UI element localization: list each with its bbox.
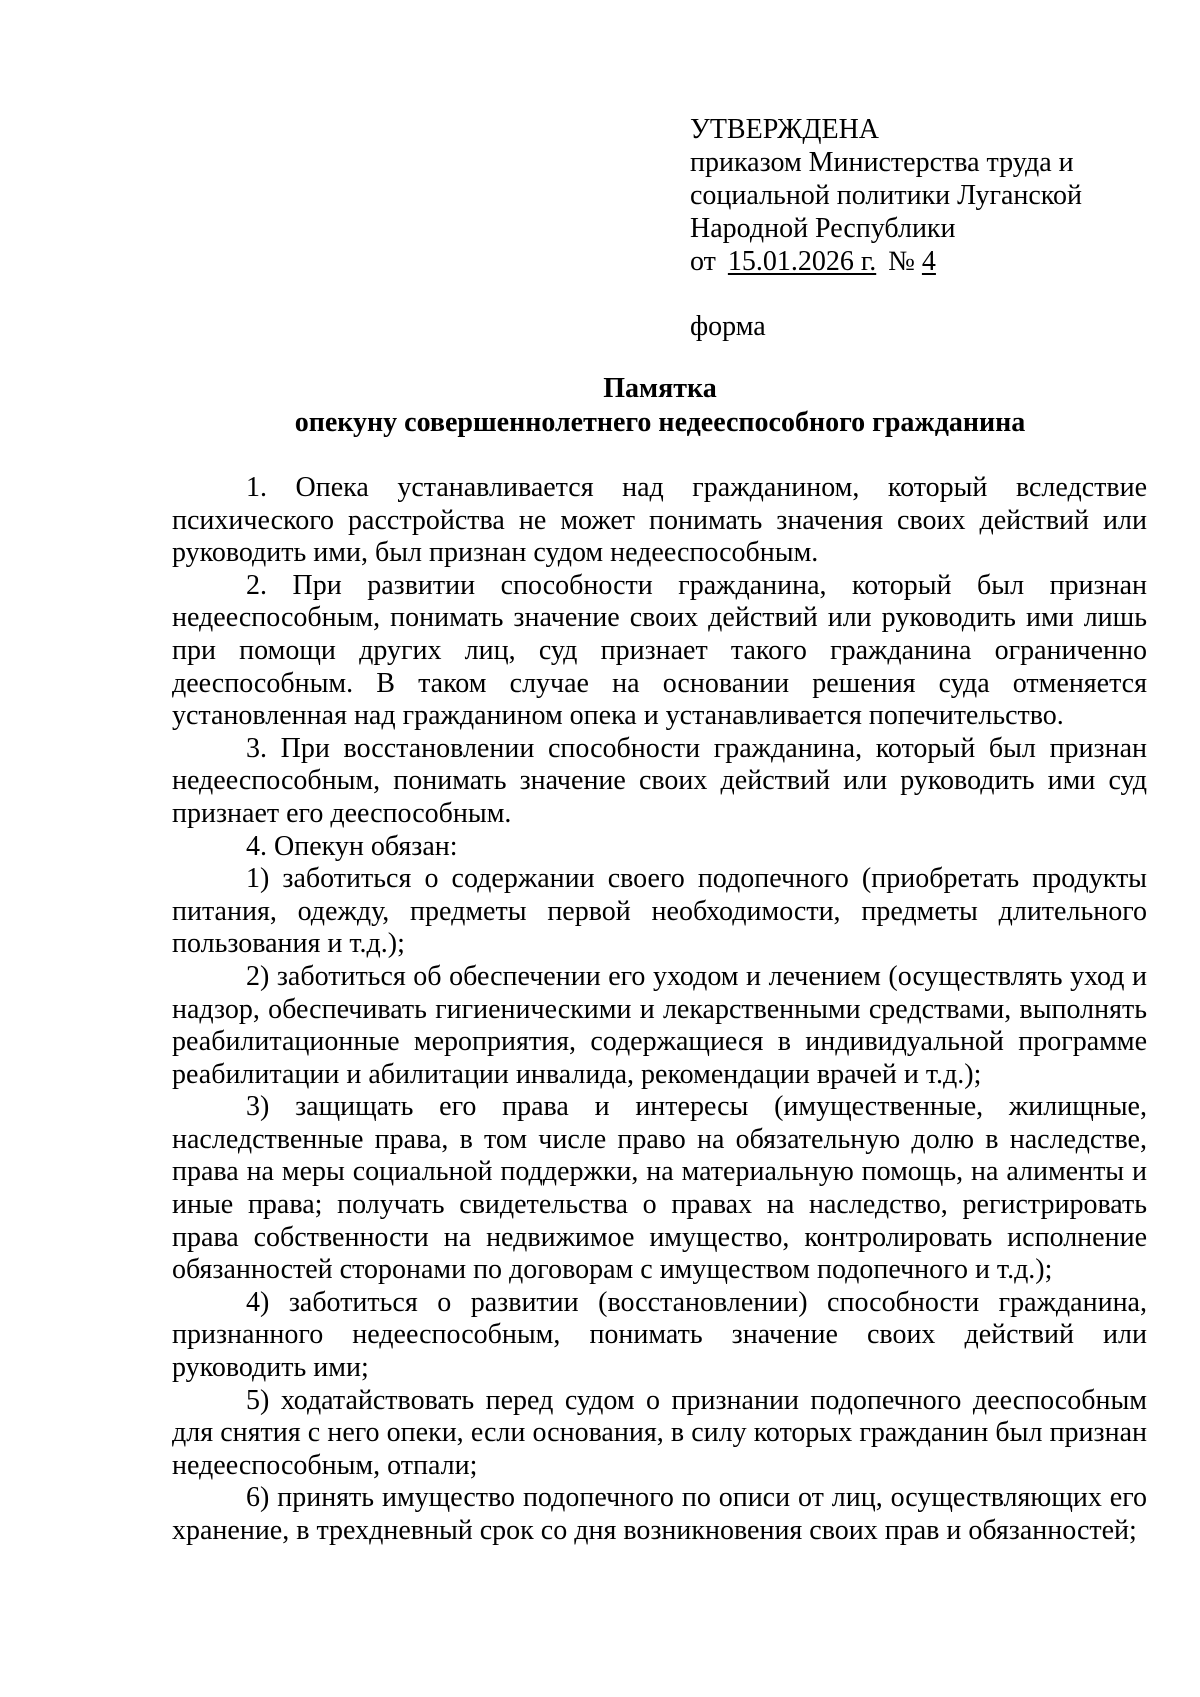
form-label: форма [690,311,766,342]
list-item: 3) защищать его права и интересы (имущественные, жилищные, наследственные права, в том числе право на обязательную долю в наследстве, права на меры социальной поддержки, на материальную помощь, на алименты и иные права; получать свидетельства о правах на наследство, регистрировать права собственности на недвижимое имущество, контролировать исполнение обязанностей сторонами по договорам с имуществом подопечного и т.д.); [172,1091,1147,1286]
approval-date-line [690,245,1170,278]
list-item: 5) ходатайствовать перед судом о признании подопечного дееспособным для снятия с него опеки, если основания, в силу которых гражданин был признан недееспособным, отпали; [172,1384,1147,1481]
approval-line: социальной политики Луганской [690,180,1082,211]
paragraph: 2. При развитии способности гражданина, который был признан недееспособным, понимать значение своих действий или руководить ими лишь при помощи других лиц, суд признает такого гражданина ограниченно дееспособным. В таком случае на основании решения суда отменяется установленная над гражданином опека и устанавливается попечительство. [172,569,1147,732]
list-item: 2) заботиться об обеспечении его уходом и лечением (осуществлять уход и надзор, обеспечивать гигиеническими и лекарственными средствами, выполнять реабилитационные мероприятия, содержащиеся в индивидуальной программе реабилитации и абилитации инвалида, рекомендации врачей и т.д.); [172,960,1147,1090]
document-body [172,472,1147,1548]
date-prefix: от [690,246,716,277]
approval-line: Народной Республики [690,213,956,244]
paragraph: 3. При восстановлении способности гражданина, который был признан недееспособным, понимать значение своих действий или руководить ими суд признает его дееспособным. [172,732,1147,829]
paragraph: 1. Опека устанавливается над гражданином, который вследствие психического расстройства не может понимать значения своих действий или руководить ими, был признан судом недееспособным. [172,472,1147,569]
document-title: Памятка [603,373,717,404]
approval-number: 4 [921,246,936,277]
approval-heading: УТВЕРЖДЕНА [690,114,880,145]
list-item: 1) заботиться о содержании своего подопечного (приобретать продукты питания, одежду, предметы первой необходимости, предметы длительного пользования и т.д.); [172,863,1147,960]
list-item: 4) заботиться о развитии (восстановлении) способности гражданина, признанного недееспособным, понимать значение своих действий или руководить ими; [172,1286,1147,1384]
approval-line: приказом Министерства труда и [690,147,1074,178]
paragraph: 4. Опекун обязан: [246,830,458,862]
approval-block [690,113,1170,278]
document-subtitle: опекуну совершеннолетнего недееспособного гражданина [294,407,1026,438]
list-item: 6) принять имущество подопечного по описи от лиц, осуществляющих его хранение, в трехдневный срок со дня возникновения своих прав и обязанностей; [172,1482,1147,1546]
number-sign: № [888,246,915,277]
approval-date: 15.01.2026 г. [727,246,877,277]
